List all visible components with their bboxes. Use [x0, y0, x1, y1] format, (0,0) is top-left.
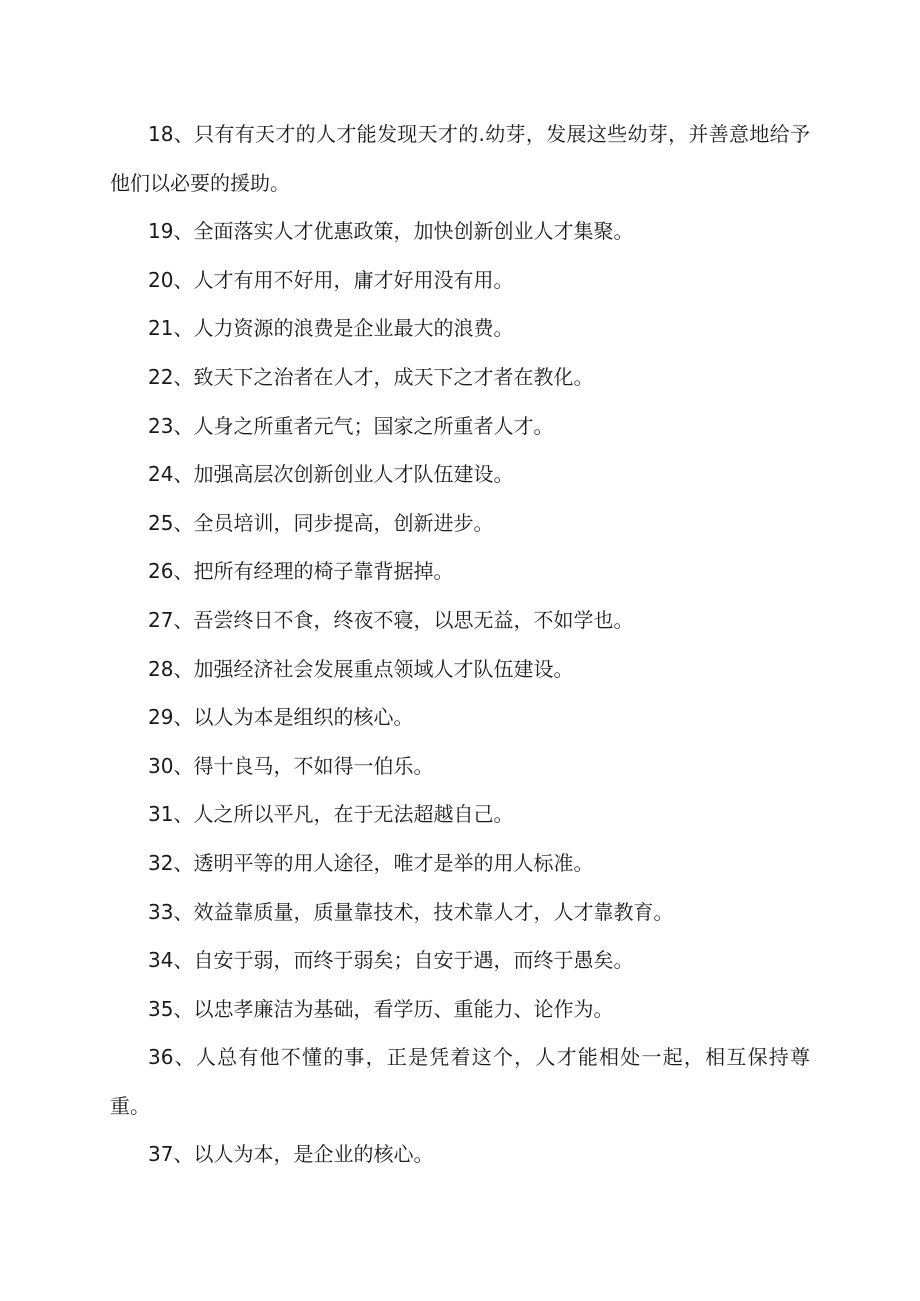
list-item	[110, 888, 810, 937]
item-text: 自安于弱，而终于弱矣；自安于遇，而终于愚矣。	[193, 948, 634, 973]
list-item	[110, 693, 810, 742]
list-item	[110, 742, 810, 791]
item-text: 人才有用不好用，庸才好用没有用。	[193, 267, 514, 292]
item-number: 24、	[148, 462, 194, 487]
list-item	[110, 499, 810, 548]
quote-list	[110, 110, 810, 1179]
list-item	[110, 596, 810, 645]
item-text: 人总有他不懂的事，正是凭着这个，人才能相处一起，相互保持尊重。	[110, 1045, 811, 1118]
list-item	[110, 839, 810, 888]
list-item	[110, 353, 810, 402]
item-number: 22、	[148, 364, 194, 389]
item-number: 34、	[148, 948, 194, 973]
item-text: 全员培训，同步提高，创新进步。	[193, 510, 494, 535]
item-text: 人身之所重者元气；国家之所重者人才。	[193, 413, 554, 438]
item-text: 以人为本，是企业的核心。	[193, 1142, 434, 1167]
item-number: 28、	[148, 656, 194, 681]
item-text: 把所有经理的椅子靠背据掉。	[193, 559, 454, 584]
item-text: 以人为本是组织的核心。	[193, 705, 414, 730]
item-text: 加强高层次创新创业人才队伍建设。	[193, 462, 514, 487]
item-number: 27、	[148, 607, 194, 632]
list-item	[110, 645, 810, 694]
list-item	[110, 936, 810, 985]
item-number: 21、	[148, 316, 194, 341]
item-text: 以忠孝廉洁为基础，看学历、重能力、论作为。	[193, 996, 614, 1021]
list-item	[110, 207, 810, 256]
item-number: 35、	[148, 996, 194, 1021]
item-number: 31、	[148, 802, 194, 827]
list-item	[110, 790, 810, 839]
list-item	[110, 450, 810, 499]
list-item	[110, 547, 810, 596]
item-number: 32、	[148, 850, 194, 875]
item-text: 人之所以平凡，在于无法超越自己。	[193, 802, 514, 827]
item-number: 30、	[148, 753, 194, 778]
item-text: 只有有天才的人才能发现天才的.幼芽，发展这些幼芽，并善意地给予他们以必要的援助。	[110, 122, 811, 195]
item-number: 23、	[148, 413, 194, 438]
item-text: 致天下之治者在人才，成天下之才者在教化。	[193, 364, 594, 389]
item-text: 得十良马，不如得一伯乐。	[193, 753, 434, 778]
list-item	[110, 1033, 810, 1130]
list-item	[110, 402, 810, 451]
list-item	[110, 985, 810, 1034]
list-item	[110, 110, 810, 207]
item-text: 效益靠质量，质量靠技术，技术靠人才，人才靠教育。	[193, 899, 674, 924]
item-text: 吾尝终日不食，终夜不寝，以思无益，不如学也。	[193, 607, 634, 632]
item-number: 29、	[148, 705, 194, 730]
item-number: 18、	[148, 122, 195, 146]
list-item	[110, 256, 810, 305]
item-text: 加强经济社会发展重点领域人才队伍建设。	[193, 656, 574, 681]
item-number: 26、	[148, 559, 194, 584]
list-item	[110, 1130, 810, 1179]
item-text: 透明平等的用人途径，唯才是举的用人标准。	[193, 850, 594, 875]
item-number: 33、	[148, 899, 194, 924]
item-number: 20、	[148, 267, 194, 292]
item-number: 36、	[148, 1045, 196, 1070]
item-number: 19、	[148, 219, 194, 244]
item-text: 全面落实人才优惠政策，加快创新创业人才集聚。	[193, 219, 634, 244]
item-number: 25、	[148, 510, 194, 535]
list-item	[110, 304, 810, 353]
item-number: 37、	[148, 1142, 194, 1167]
item-text: 人力资源的浪费是企业最大的浪费。	[193, 316, 514, 341]
